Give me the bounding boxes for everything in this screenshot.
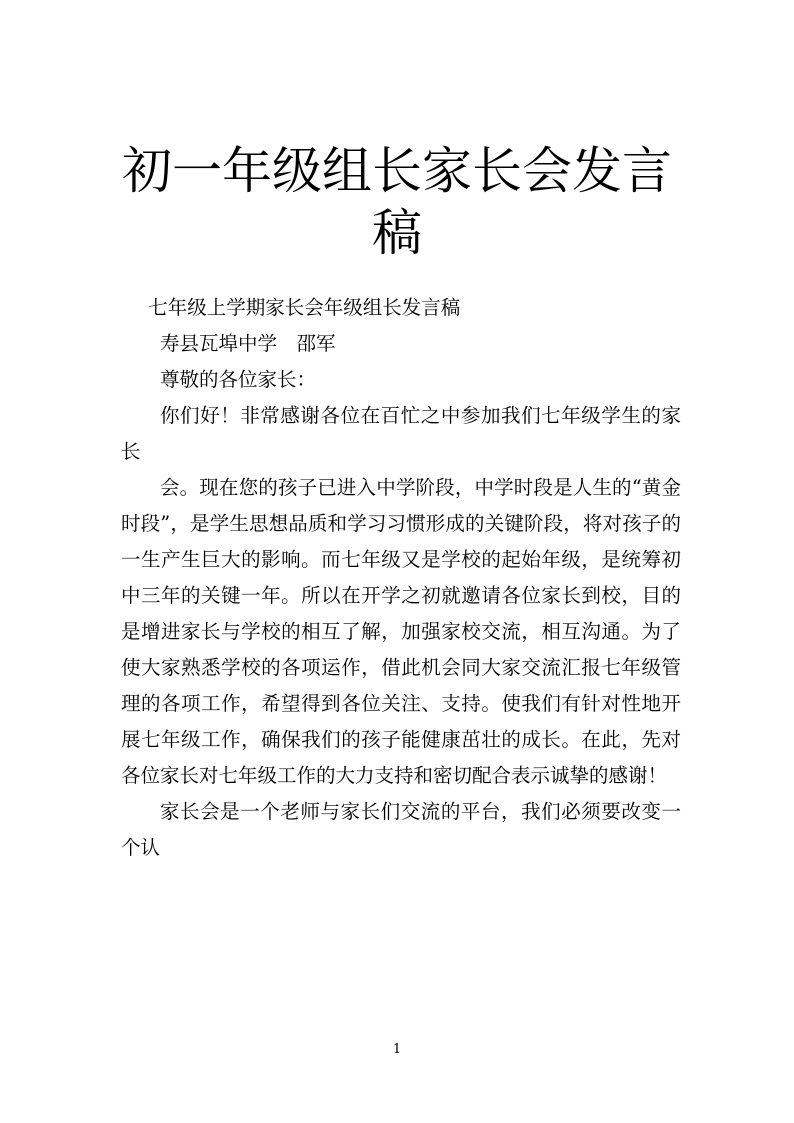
body-paragraph: 会。现在您的孩子已进入中学阶段，中学时段是人生的“黄金时段”，是学生思想品质和学习习惯形成的关键阶段，将对孩子的一生产生巨大的影响。而七年级又是学校的起始年级，是统筹初中三年的关键一年。所以在开学之初就邀请各位家长到校，目的是增进家长与学校的相互了解，加强家校交流，相互沟通。为了使大家熟悉学校的各项运作，借此机会同大家交流汇报七年级管理的各项工作，希望得到各位关注、支持。使我们有针对性地开展七年级工作，确保我们的孩子能健康茁壮的成长。在此，先对各位家长对七年级工作的大力支持和密切配合表示诚挚的感谢！ (121, 476, 681, 787)
body-paragraph: 家长会是一个老师与家长们交流的平台，我们必须要改变一个认 (121, 800, 681, 859)
author-paragraph: 寿县瓦埠中学 邵军 (160, 332, 336, 355)
document-title: 初一年级组长家长会发言稿 (122, 142, 672, 262)
salutation-paragraph: 尊敬的各位家长： (160, 368, 317, 391)
subtitle-paragraph: 七年级上学期家长会年级组长发言稿 (148, 296, 461, 319)
document-body (121, 290, 681, 866)
page-number: 1 (392, 1042, 402, 1057)
greeting-paragraph: 你们好！非常感谢各位在百忙之中参加我们七年级学生的家长 (121, 404, 681, 463)
